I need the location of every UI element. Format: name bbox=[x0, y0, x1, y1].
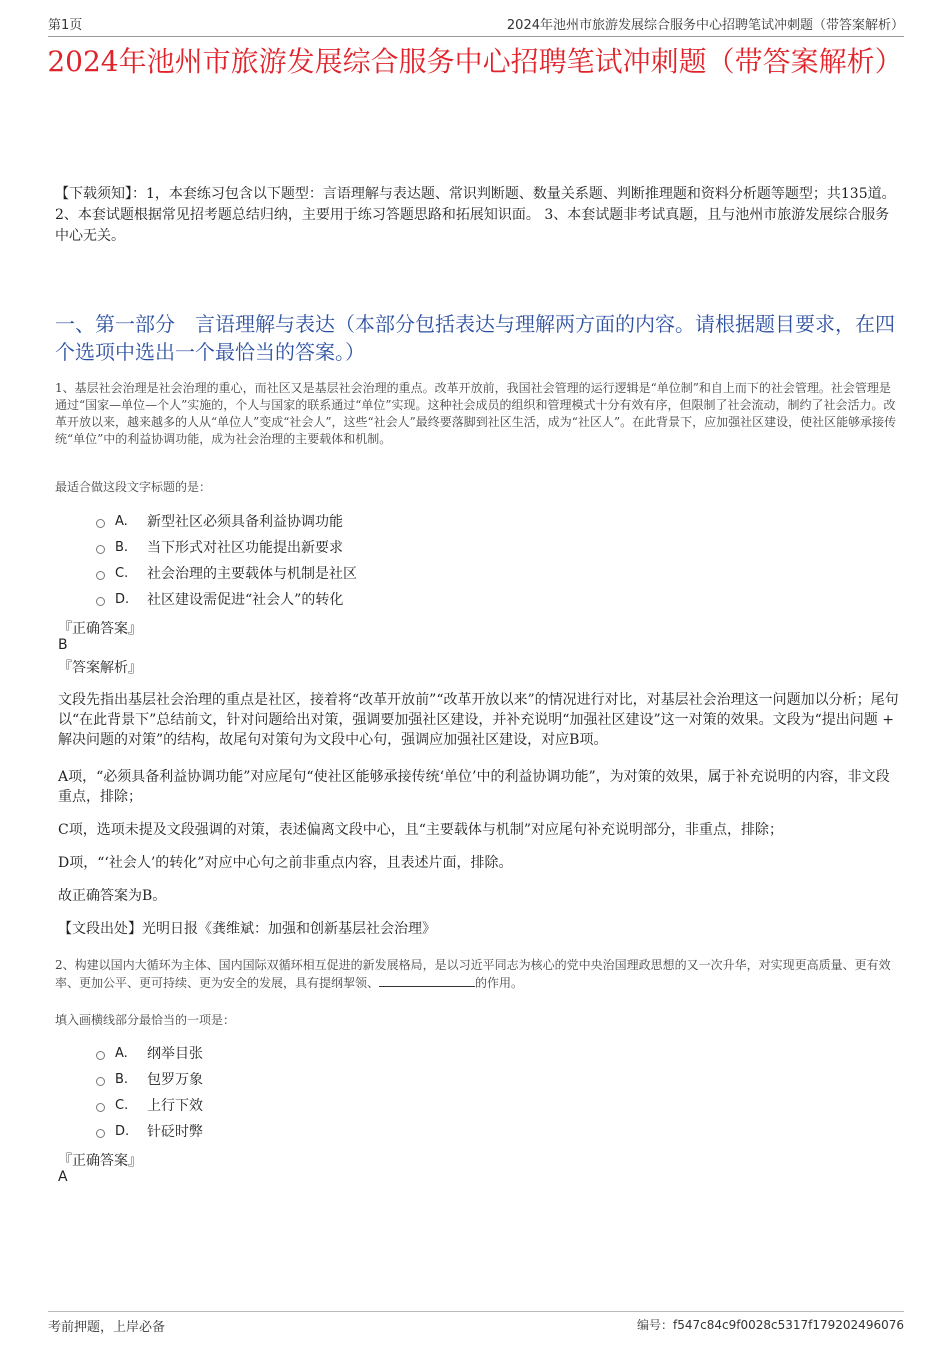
download-notice: 【下载须知】：1，本套练习包含以下题型：言语理解与表达题、常识判断题、数量关系题、判断推理题和资料分析题等题型；共135道。 2、本套试题根据常见招考题总结归纳，主要用于练习答题思路和拓展知识面。 3、本套试题非考试真题，且与池州市旅游发展综合服务中心无关。 bbox=[55, 186, 896, 244]
radio-icon[interactable] bbox=[96, 1103, 105, 1112]
fill-blank-line bbox=[379, 974, 475, 987]
question-2-option-c[interactable]: C. 上行下效 bbox=[96, 1092, 203, 1118]
radio-icon[interactable] bbox=[96, 1051, 105, 1060]
analysis-paragraph: D项，“‘社会人’的转化”对应中心句之前非重点内容，且表述片面，排除。 bbox=[58, 855, 513, 871]
question-1-options bbox=[96, 508, 357, 612]
radio-icon[interactable] bbox=[96, 571, 105, 580]
section-title: 一、第一部分 言语理解与表达（本部分包括表达与理解两方面的内容。请根据题目要求，在四个选项中选出一个最恰当的答案。） bbox=[55, 312, 895, 364]
analysis-paragraph: 文段先指出基层社会治理的重点是社区，接着将“改革开放前”“改革开放以来”的情况进行对比，对基层社会治理这一问题加以分析；尾句以“在此背景下”总结前文，针对问题给出对策，强调要加强社区建设，并补充说明“加强社区建设”这一对策的效果。文段为“提出问题 + 解决问题的对策”的结构，故尾句对策句为文段中心句，强调应加强社区建设，对应B项。 bbox=[58, 692, 899, 748]
analysis-paragraph: A项，“必须具备利益协调功能”对应尾句“使社区能够承接传统‘单位’中的利益协调功能”，为对策的效果，属于补充说明的内容，非文段重点，排除； bbox=[58, 769, 890, 805]
question-2-option-a[interactable]: A. 纲举目张 bbox=[96, 1040, 203, 1066]
page-number: 第1页 bbox=[48, 18, 83, 33]
question-2-option-d[interactable]: D. 针砭时弊 bbox=[96, 1118, 203, 1144]
source-citation: 【文段出处】光明日报《龚维斌：加强和创新基层社会治理》 bbox=[58, 921, 436, 937]
question-1-option-d[interactable]: D. 社区建设需促进“社会人”的转化 bbox=[96, 586, 357, 612]
header-doc-title: 2024年池州市旅游发展综合服务中心招聘笔试冲刺题（带答案解析） bbox=[506, 18, 904, 33]
question-2-prompt: 填入画横线部分最恰当的一项是： bbox=[55, 1013, 236, 1027]
radio-icon[interactable] bbox=[96, 597, 105, 606]
radio-icon[interactable] bbox=[96, 1129, 105, 1138]
document-code: 编号：f547c84c9f0028c5317f179202496076 bbox=[637, 1318, 904, 1332]
question-1-analysis-label: 『答案解析』 bbox=[58, 660, 142, 676]
radio-icon[interactable] bbox=[96, 1077, 105, 1086]
question-1-option-a[interactable]: A. 新型社区必须具备利益协调功能 bbox=[96, 508, 357, 534]
question-1-answer-label: 『正确答案』 bbox=[58, 621, 142, 637]
question-2-options bbox=[96, 1040, 203, 1144]
analysis-paragraph: C项，选项未提及文段强调的对策，表述偏离文段中心，且“主要载体与机制”对应尾句补充说明部分，非重点，排除； bbox=[58, 822, 784, 838]
question-1-answer: B bbox=[58, 637, 68, 653]
question-1-option-c[interactable]: C. 社会治理的主要载体与机制是社区 bbox=[96, 560, 357, 586]
page-footer bbox=[48, 1311, 904, 1335]
question-2-option-b[interactable]: B. 包罗万象 bbox=[96, 1066, 203, 1092]
question-1-stem: 1、基层社会治理是社会治理的重心，而社区又是基层社会治理的重点。改革开放前，我国社会管理的运行逻辑是“单位制”和自上而下的社会管理。社会管理是通过“国家—单位—个人”实施的，个人与国家的联系通过“单位”实现。这种社会成员的组织和管理模式十分有效有序，但限制了社会流动，制约了社会活力。改革开放以来，越来越多的人从“单位人”变成“社会人”，这些“社会人”最终要落脚到社区生活，成为“社区人”。在此背景下，应加强社区建设，使社区能够承接传统“单位”中的利益协调功能，成为社会治理的主要载体和机制。 bbox=[55, 381, 897, 446]
question-2-stem: 2、构建以国内大循环为主体、国内国际双循环相互促进的新发展格局，是以习近平同志为核心的党中央治国理政思想的又一次升华，对实现更高质量、更有效率、更加公平、更可持续、更为安全的发展，具有提纲挈领、 的作用。 bbox=[55, 958, 891, 990]
radio-icon[interactable] bbox=[96, 519, 105, 528]
question-1-prompt: 最适合做这段文字标题的是： bbox=[55, 480, 212, 494]
question-1-option-b[interactable]: B. 当下形式对社区功能提出新要求 bbox=[96, 534, 357, 560]
footer-slogan: 考前押题，上岸必备 bbox=[48, 1320, 166, 1335]
question-2-answer: A bbox=[58, 1169, 68, 1185]
analysis-paragraph: 故正确答案为B。 bbox=[58, 888, 167, 904]
page-header bbox=[48, 14, 904, 37]
question-2-answer-label: 『正确答案』 bbox=[58, 1153, 142, 1169]
document-title: 2024年池州市旅游发展综合服务中心招聘笔试冲刺题（带答案解析） bbox=[47, 45, 903, 78]
radio-icon[interactable] bbox=[96, 545, 105, 554]
